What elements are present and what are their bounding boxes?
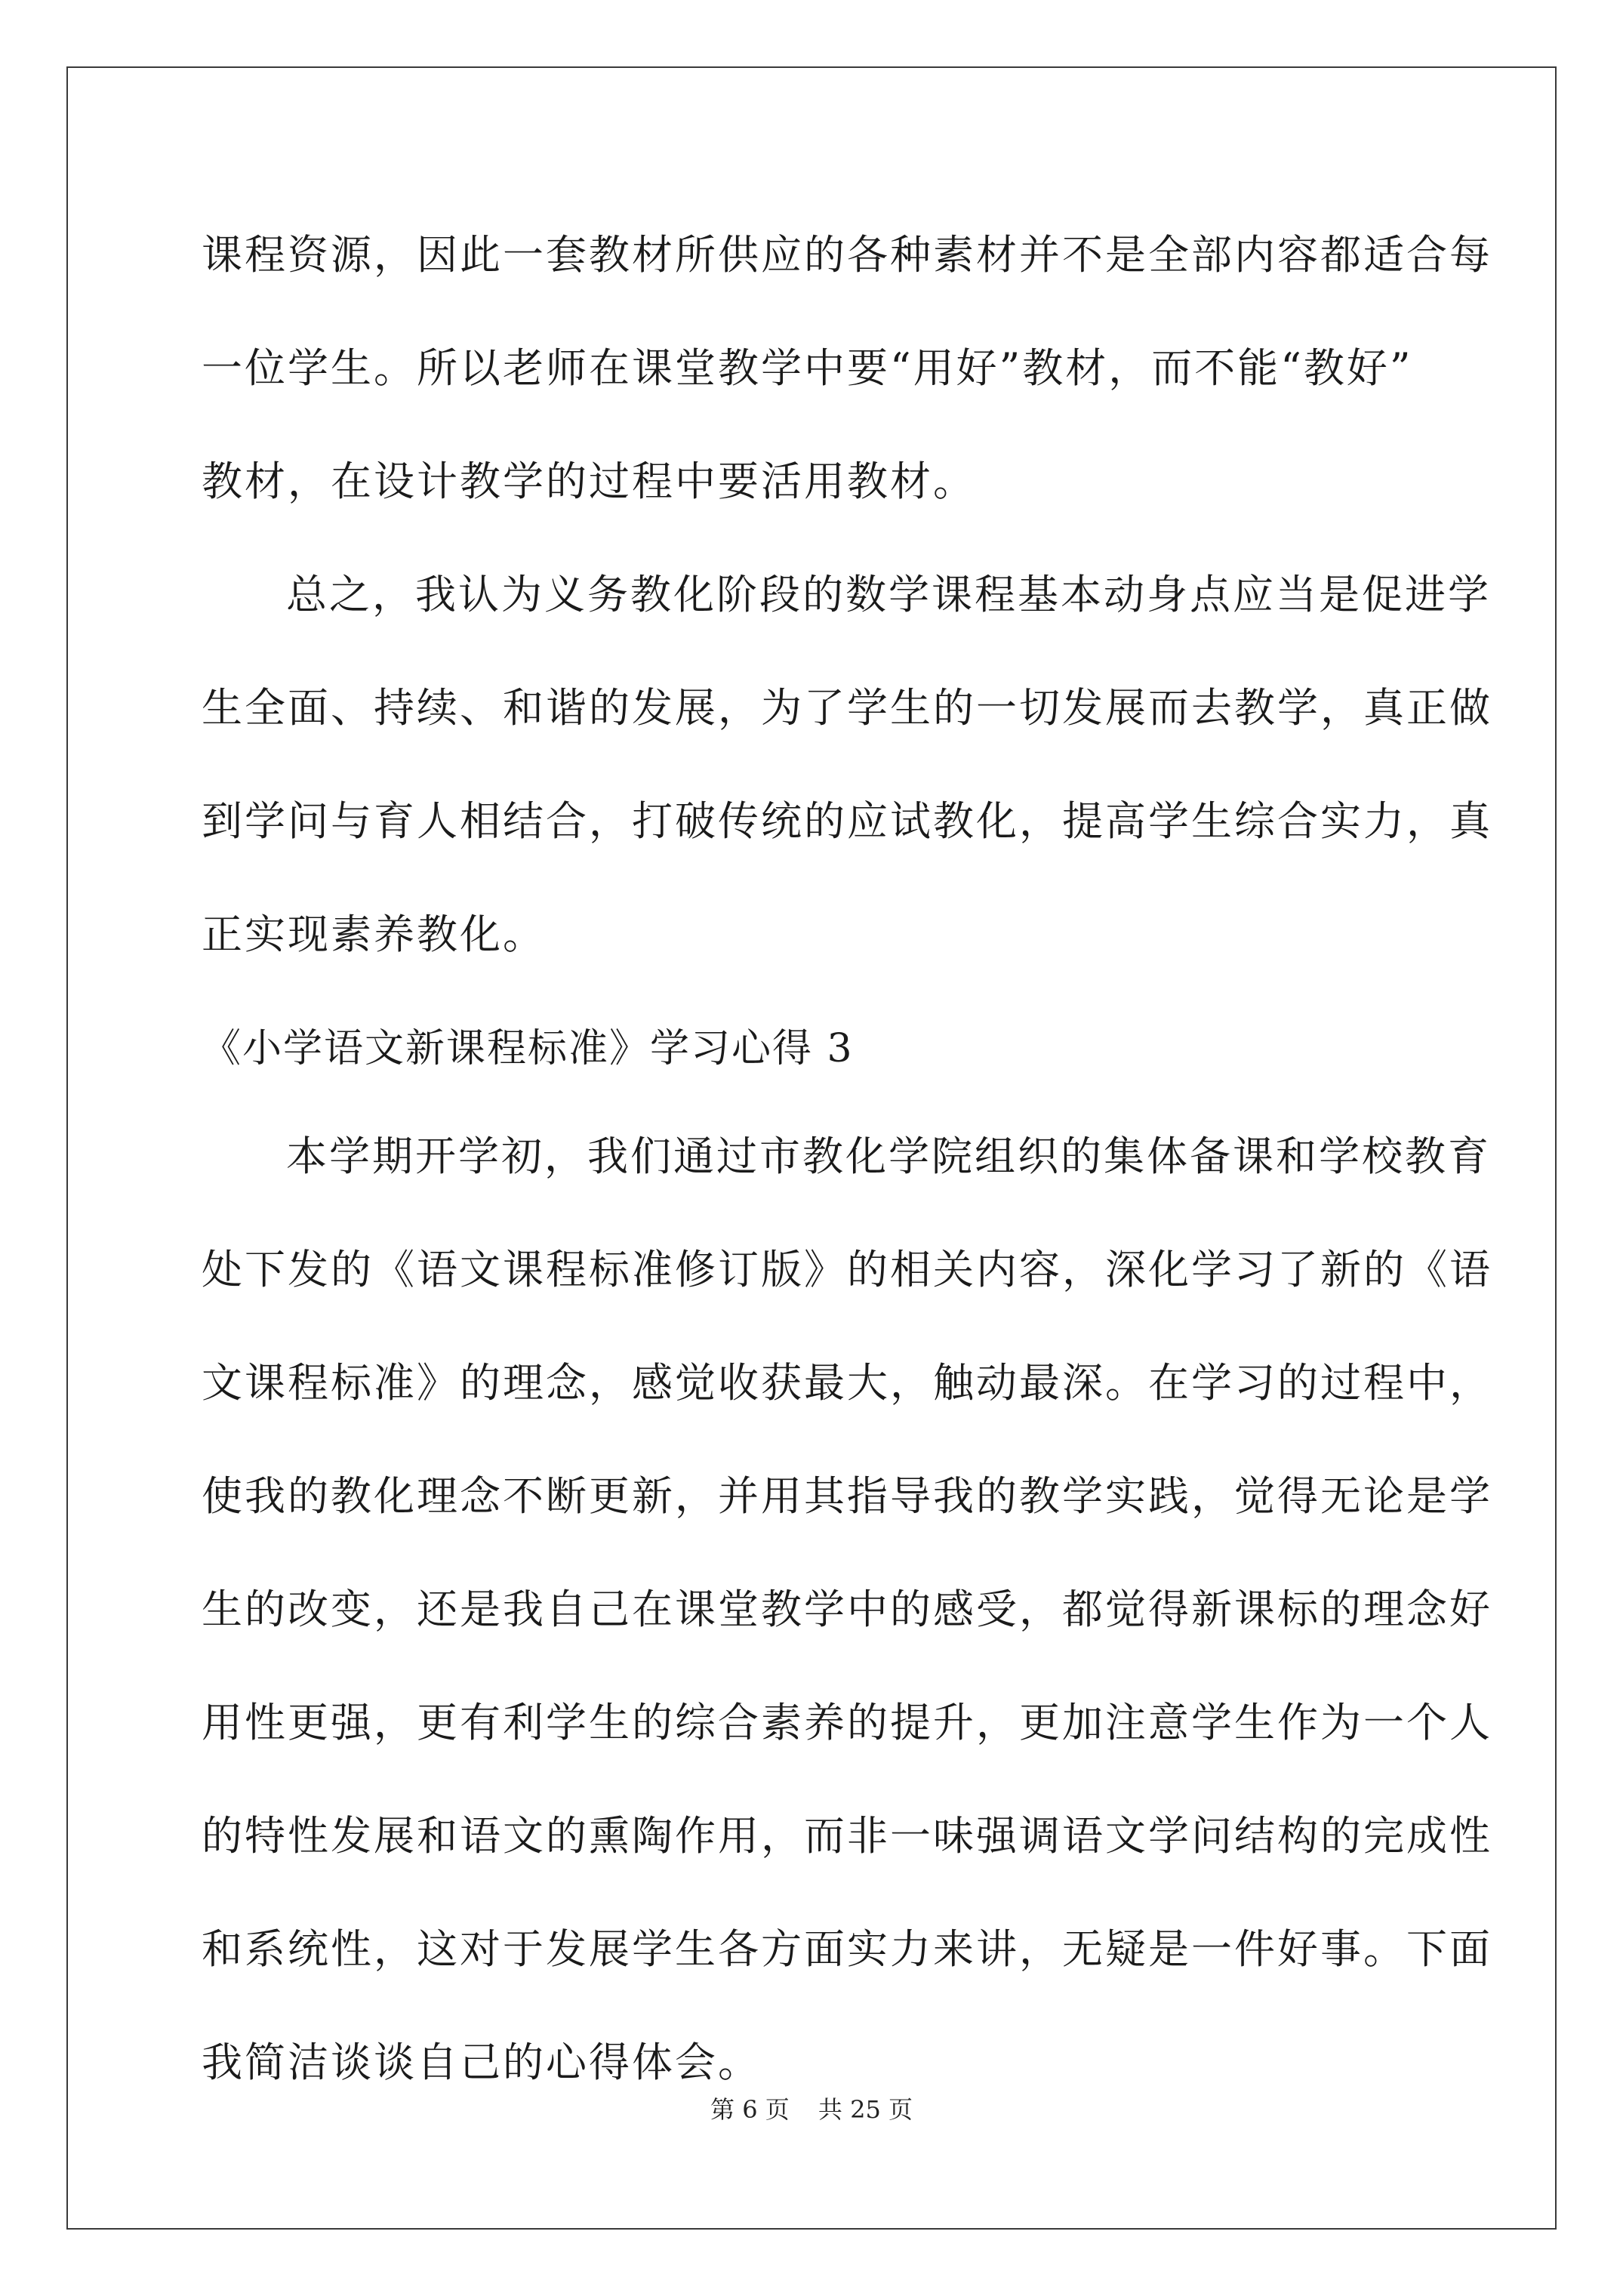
body-line: 教材，在设计教学的过程中要活用教材。 xyxy=(202,458,976,505)
body-line: 的特性发展和语文的熏陶作用，而非一味强调语文学问结构的完成性 xyxy=(202,1812,1492,1860)
page-total: 共 25 页 xyxy=(818,2095,913,2124)
body-line: 一位学生。所以老师在课堂教学中要“用好”教材，而不能“教好” xyxy=(202,344,1413,392)
body-line: 和系统性，这对于发展学生各方面实力来讲，无疑是一件好事。下面 xyxy=(202,1925,1492,1973)
page-number: 第 6 页 xyxy=(710,2095,790,2124)
body-line: 使我的教化理念不断更新，并用其指导我的教学实践，觉得无论是学 xyxy=(202,1472,1492,1520)
body-line: 生全面、持续、和谐的发展，为了学生的一切发展而去教学，真正做 xyxy=(202,684,1492,732)
body-line: 正实现素养教化。 xyxy=(202,911,546,958)
paragraph-start-line: 本学期开学初，我们通过市教化学院组织的集体备课和学校教育 xyxy=(286,1133,1491,1180)
body-line: 文课程标准》的理念，感觉收获最大，触动最深。在学习的过程中， xyxy=(202,1359,1492,1407)
page-footer xyxy=(0,2094,1623,2125)
body-line: 我简洁谈谈自己的心得体会。 xyxy=(202,2039,761,2086)
section-heading: 《小学语文新课程标准》学习心得 3 xyxy=(202,1026,854,1071)
body-line: 用性更强，更有利学生的综合素养的提升，更加注意学生作为一个人 xyxy=(202,1699,1492,1746)
body-line: 到学问与育人相结合，打破传统的应试教化，提高学生综合实力，真 xyxy=(202,797,1492,845)
document-body xyxy=(202,215,1492,2136)
body-line: 处下发的《语文课程标准修订版》的相关内容，深化学习了新的《语 xyxy=(202,1246,1492,1293)
body-line: 生的改变，还是我自己在课堂教学中的感受，都觉得新课标的理念好 xyxy=(202,1586,1492,1633)
paragraph-start-line: 总之，我认为义务教化阶段的数学课程基本动身点应当是促进学 xyxy=(286,571,1491,618)
body-line: 课程资源，因此一套教材所供应的各种素材并不是全部内容都适合每 xyxy=(202,231,1492,279)
